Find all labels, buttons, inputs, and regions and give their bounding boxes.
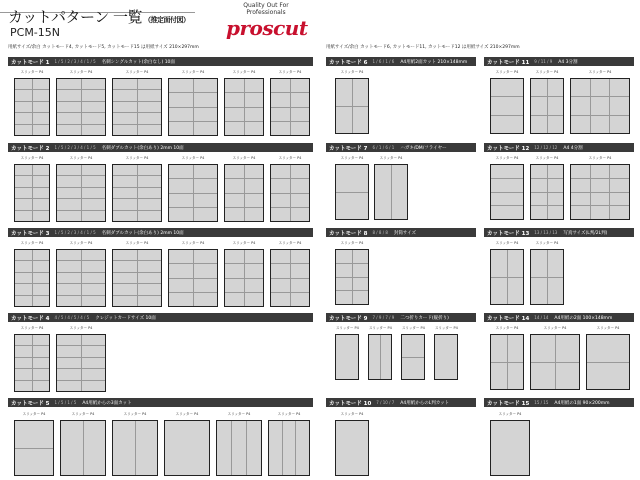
sheet-caption: スリッター P4 [232, 70, 256, 74]
mode-band-8 [326, 228, 476, 237]
sheet-caption: スリッター P4 [22, 412, 46, 416]
sheet-caption: スリッター P4 [71, 412, 95, 416]
sheet-diagram [168, 156, 218, 222]
sheet-diagram [490, 241, 524, 305]
mode-codes: 6 / 1 / 6 / 1 [372, 145, 395, 150]
sheet-caption: スリッター P4 [278, 70, 302, 74]
mode-label: カットモード 7 [329, 145, 368, 152]
sheet-diagram [270, 241, 310, 307]
sheet-diagram [570, 156, 630, 220]
mode-band-10 [326, 398, 476, 407]
sheet-caption: スリッター P4 [596, 326, 620, 330]
mode-desc: 名刺ダブルカット(余白あり) 2mm 10面 [101, 145, 184, 151]
mode-band-11 [484, 57, 634, 66]
sheet-caption: スリッター P4 [69, 70, 93, 74]
sheet-diagram [335, 412, 369, 476]
mode-codes: 9 / 11 / 9 [534, 59, 553, 64]
sheet-diagram [14, 412, 54, 476]
mode-codes: 1 / 6 / 1 / 6 [372, 59, 395, 64]
page-title [8, 6, 190, 27]
mode-label: カットモード 12 [487, 145, 530, 152]
sheet-diagram [224, 70, 264, 136]
sheet-diagram [216, 412, 262, 476]
sheet-diagram [112, 70, 162, 136]
page-title-text: カットパターン 一覧 [8, 8, 143, 26]
sheet-diagram [270, 156, 310, 222]
sheet-caption: スリッター P4 [20, 156, 44, 160]
sheet-diagram [335, 326, 359, 380]
sheet-diagram [268, 412, 310, 476]
sheet-caption: スリッター P4 [278, 241, 302, 245]
sheet-caption: スリッター P4 [535, 156, 559, 160]
sheet-diagram [14, 241, 50, 307]
mode-desc: ハガキ/DM/フライヤー [400, 145, 447, 151]
sheet-diagram [56, 156, 106, 222]
sheet-caption: スリッター P4 [125, 70, 149, 74]
mode-band-2 [8, 143, 313, 152]
mode-label: カットモード 15 [487, 400, 530, 407]
sheet-caption: スリッター P4 [340, 241, 364, 245]
sheet-diagram [368, 326, 392, 380]
sheet-diagram [14, 326, 50, 392]
sheet-diagram [374, 156, 408, 220]
sheet-diagram [56, 70, 106, 136]
sheet-caption: スリッター P4 [435, 326, 458, 330]
sheet-caption: スリッター P4 [340, 70, 364, 74]
sheet-diagram [56, 241, 106, 307]
sheet-caption: スリッター P4 [227, 412, 251, 416]
mode-codes: 4 / 5 / 4 / 5 / 4 / 5 [54, 315, 90, 320]
mode-band-4 [8, 313, 313, 322]
mode-label: カットモード 6 [329, 59, 368, 66]
mode-desc: A4用紙2面カット 210×148mm [400, 59, 468, 65]
mode-band-6 [326, 57, 476, 66]
sheet-diagram [224, 241, 264, 307]
sheet-caption: スリッター P4 [340, 156, 364, 160]
sheet-caption: スリッター P4 [69, 241, 93, 245]
mode-desc: クレジットカードサイズ 10面 [95, 315, 156, 321]
sheet-diagram [112, 241, 162, 307]
sheet-diagram [434, 326, 458, 380]
mode-band-12 [484, 143, 634, 152]
mode-desc: A4 3分割 [558, 59, 578, 65]
brand-name: proscut [226, 16, 308, 40]
mode-label: カットモード 3 [11, 230, 50, 237]
mode-label: カットモード 8 [329, 230, 368, 237]
mode-desc: 名刺ダブルカット(余白あり) 2mm 10面 [101, 230, 184, 236]
sheet-diagram [570, 70, 630, 134]
sheet-caption: スリッター P4 [498, 412, 522, 416]
sheet-caption: スリッター P4 [588, 70, 612, 74]
sheet-caption: スリッター P4 [175, 412, 199, 416]
mode-label: カットモード 13 [487, 230, 530, 237]
sheet-caption: スリッター P4 [495, 70, 519, 74]
sheet-caption: スリッター P4 [20, 326, 44, 330]
sheet-caption: スリッター P4 [495, 156, 519, 160]
mode-label: カットモード 11 [487, 59, 530, 66]
sheet-caption: スリッター P4 [336, 326, 359, 330]
mode-band-13 [484, 228, 634, 237]
mode-desc: A4 4分割 [563, 145, 583, 151]
mode-desc: A4用紙からのL判カット [400, 400, 450, 406]
mode-codes: 13 / 13 / 13 [534, 230, 558, 235]
sheet-diagram [224, 156, 264, 222]
sheet-caption: スリッター P4 [369, 326, 392, 330]
mode-codes: 1 / 5 / 1 / 5 [54, 400, 77, 405]
mode-desc: A4用紙の2面 100×148mm [554, 315, 613, 321]
mode-band-9 [326, 313, 476, 322]
sheet-diagram [490, 412, 530, 476]
sheet-diagram [335, 241, 369, 305]
sheet-caption: スリッター P4 [402, 326, 425, 330]
sheet-caption: スリッター P4 [543, 326, 567, 330]
sheet-caption: スリッター P4 [495, 326, 519, 330]
sheet-diagram [164, 412, 210, 476]
sheet-diagram [530, 326, 580, 390]
mode-band-15 [484, 398, 634, 407]
mode-band-5 [8, 398, 313, 407]
mode-label: カットモード 4 [11, 315, 50, 322]
mode-desc: 写真サイズ(L判/2L判) [563, 230, 608, 236]
mode-band-3 [8, 228, 313, 237]
sheet-caption: スリッター P4 [535, 70, 559, 74]
mode-desc: 封筒サイズ [393, 230, 417, 236]
sheet-diagram [270, 70, 310, 136]
sheet-caption: スリッター P4 [495, 241, 519, 245]
sheet-diagram [586, 326, 630, 390]
sheet-caption: スリッター P4 [123, 412, 147, 416]
sheet-caption: スリッター P4 [20, 70, 44, 74]
mode-label: カットモード 5 [11, 400, 50, 407]
mode-desc: 名刺シングルカット(余白なし) 10面 [101, 59, 175, 65]
sheet-diagram [168, 70, 218, 136]
sheet-caption: スリッター P4 [232, 156, 256, 160]
sheet-diagram [168, 241, 218, 307]
mode-codes: 1 / 5 / 2 / 3 / 4 / 1 / 5 [54, 145, 96, 150]
mode-label: カットモード 10 [329, 400, 372, 407]
brand-logo [226, 2, 306, 40]
page-title-note: （推定面付図） [144, 16, 190, 24]
sheet-caption: スリッター P4 [20, 241, 44, 245]
mode-label: カットモード 14 [487, 315, 530, 322]
sheet-diagram [530, 241, 564, 305]
sheet-diagram [490, 156, 524, 220]
sheet-caption: スリッター P4 [232, 241, 256, 245]
sheet-diagram [56, 326, 106, 392]
sheet-diagram [60, 412, 106, 476]
sheet-diagram [530, 156, 564, 220]
mode-codes: 14 / 14 [534, 315, 549, 320]
mode-codes: 7 / 10 / 7 [376, 400, 395, 405]
mode-label: カットモード 1 [11, 59, 50, 66]
sheet-diagram [112, 412, 158, 476]
mode-codes: 12 / 12 / 12 [534, 145, 558, 150]
sheet-diagram [112, 156, 162, 222]
mode-codes: 1 / 5 / 2 / 3 / 4 / 1 / 5 [54, 230, 96, 235]
sheet-diagram [490, 326, 524, 390]
sheet-caption: スリッター P4 [181, 156, 205, 160]
sheet-caption: スリッター P4 [125, 241, 149, 245]
brand-tagline: Quality Out For Professionals [243, 2, 289, 16]
mode-desc: A4用紙からの3面カット [82, 400, 132, 406]
sheet-diagram [335, 156, 369, 220]
sheet-caption: スリッター P4 [69, 156, 93, 160]
mode-codes: 1 / 5 / 2 / 3 / 4 / 1 / 5 [54, 59, 96, 64]
sheet-diagram [530, 70, 564, 134]
mode-band-14 [484, 313, 634, 322]
sheet-diagram [335, 70, 369, 134]
sheet-diagram [401, 326, 425, 380]
sheet-caption: スリッター P4 [69, 326, 93, 330]
sheet-caption: スリッター P4 [181, 70, 205, 74]
sheet-caption: スリッター P4 [181, 241, 205, 245]
mode-desc: 二つ折りカード(縦折り) [400, 315, 449, 321]
sheet-caption: スリッター P4 [588, 156, 612, 160]
sheet-caption: スリッター P4 [277, 412, 301, 416]
mode-desc: A4用紙の1面 90×200mm [554, 400, 610, 406]
mode-band-1 [8, 57, 313, 66]
note-right: 用紙サイズ/余白 カットモード6, カットモード11, カットモード12 は用紙サイズ 210×297mm [326, 45, 520, 50]
mode-label: カットモード 2 [11, 145, 50, 152]
sheet-diagram [14, 156, 50, 222]
sheet-caption: スリッター P4 [278, 156, 302, 160]
sheet-caption: スリッター P4 [125, 156, 149, 160]
sheet-caption: スリッター P4 [379, 156, 403, 160]
mode-band-7 [326, 143, 476, 152]
mode-codes: 8 / 8 / 8 [372, 230, 388, 235]
note-left: 用紙サイズ/余白 カットモード4, カットモード5, カットモード15 は用紙サイズ 210×297mm [8, 45, 199, 50]
sheet-caption: スリッター P4 [535, 241, 559, 245]
mode-codes: 15 / 15 [534, 400, 549, 405]
model-number: PCM-15N [10, 26, 60, 39]
sheet-caption: スリッター P4 [340, 412, 364, 416]
sheet-diagram [490, 70, 524, 134]
mode-label: カットモード 9 [329, 315, 368, 322]
sheet-diagram [14, 70, 50, 136]
mode-codes: 7 / 9 / 7 / 9 [372, 315, 395, 320]
